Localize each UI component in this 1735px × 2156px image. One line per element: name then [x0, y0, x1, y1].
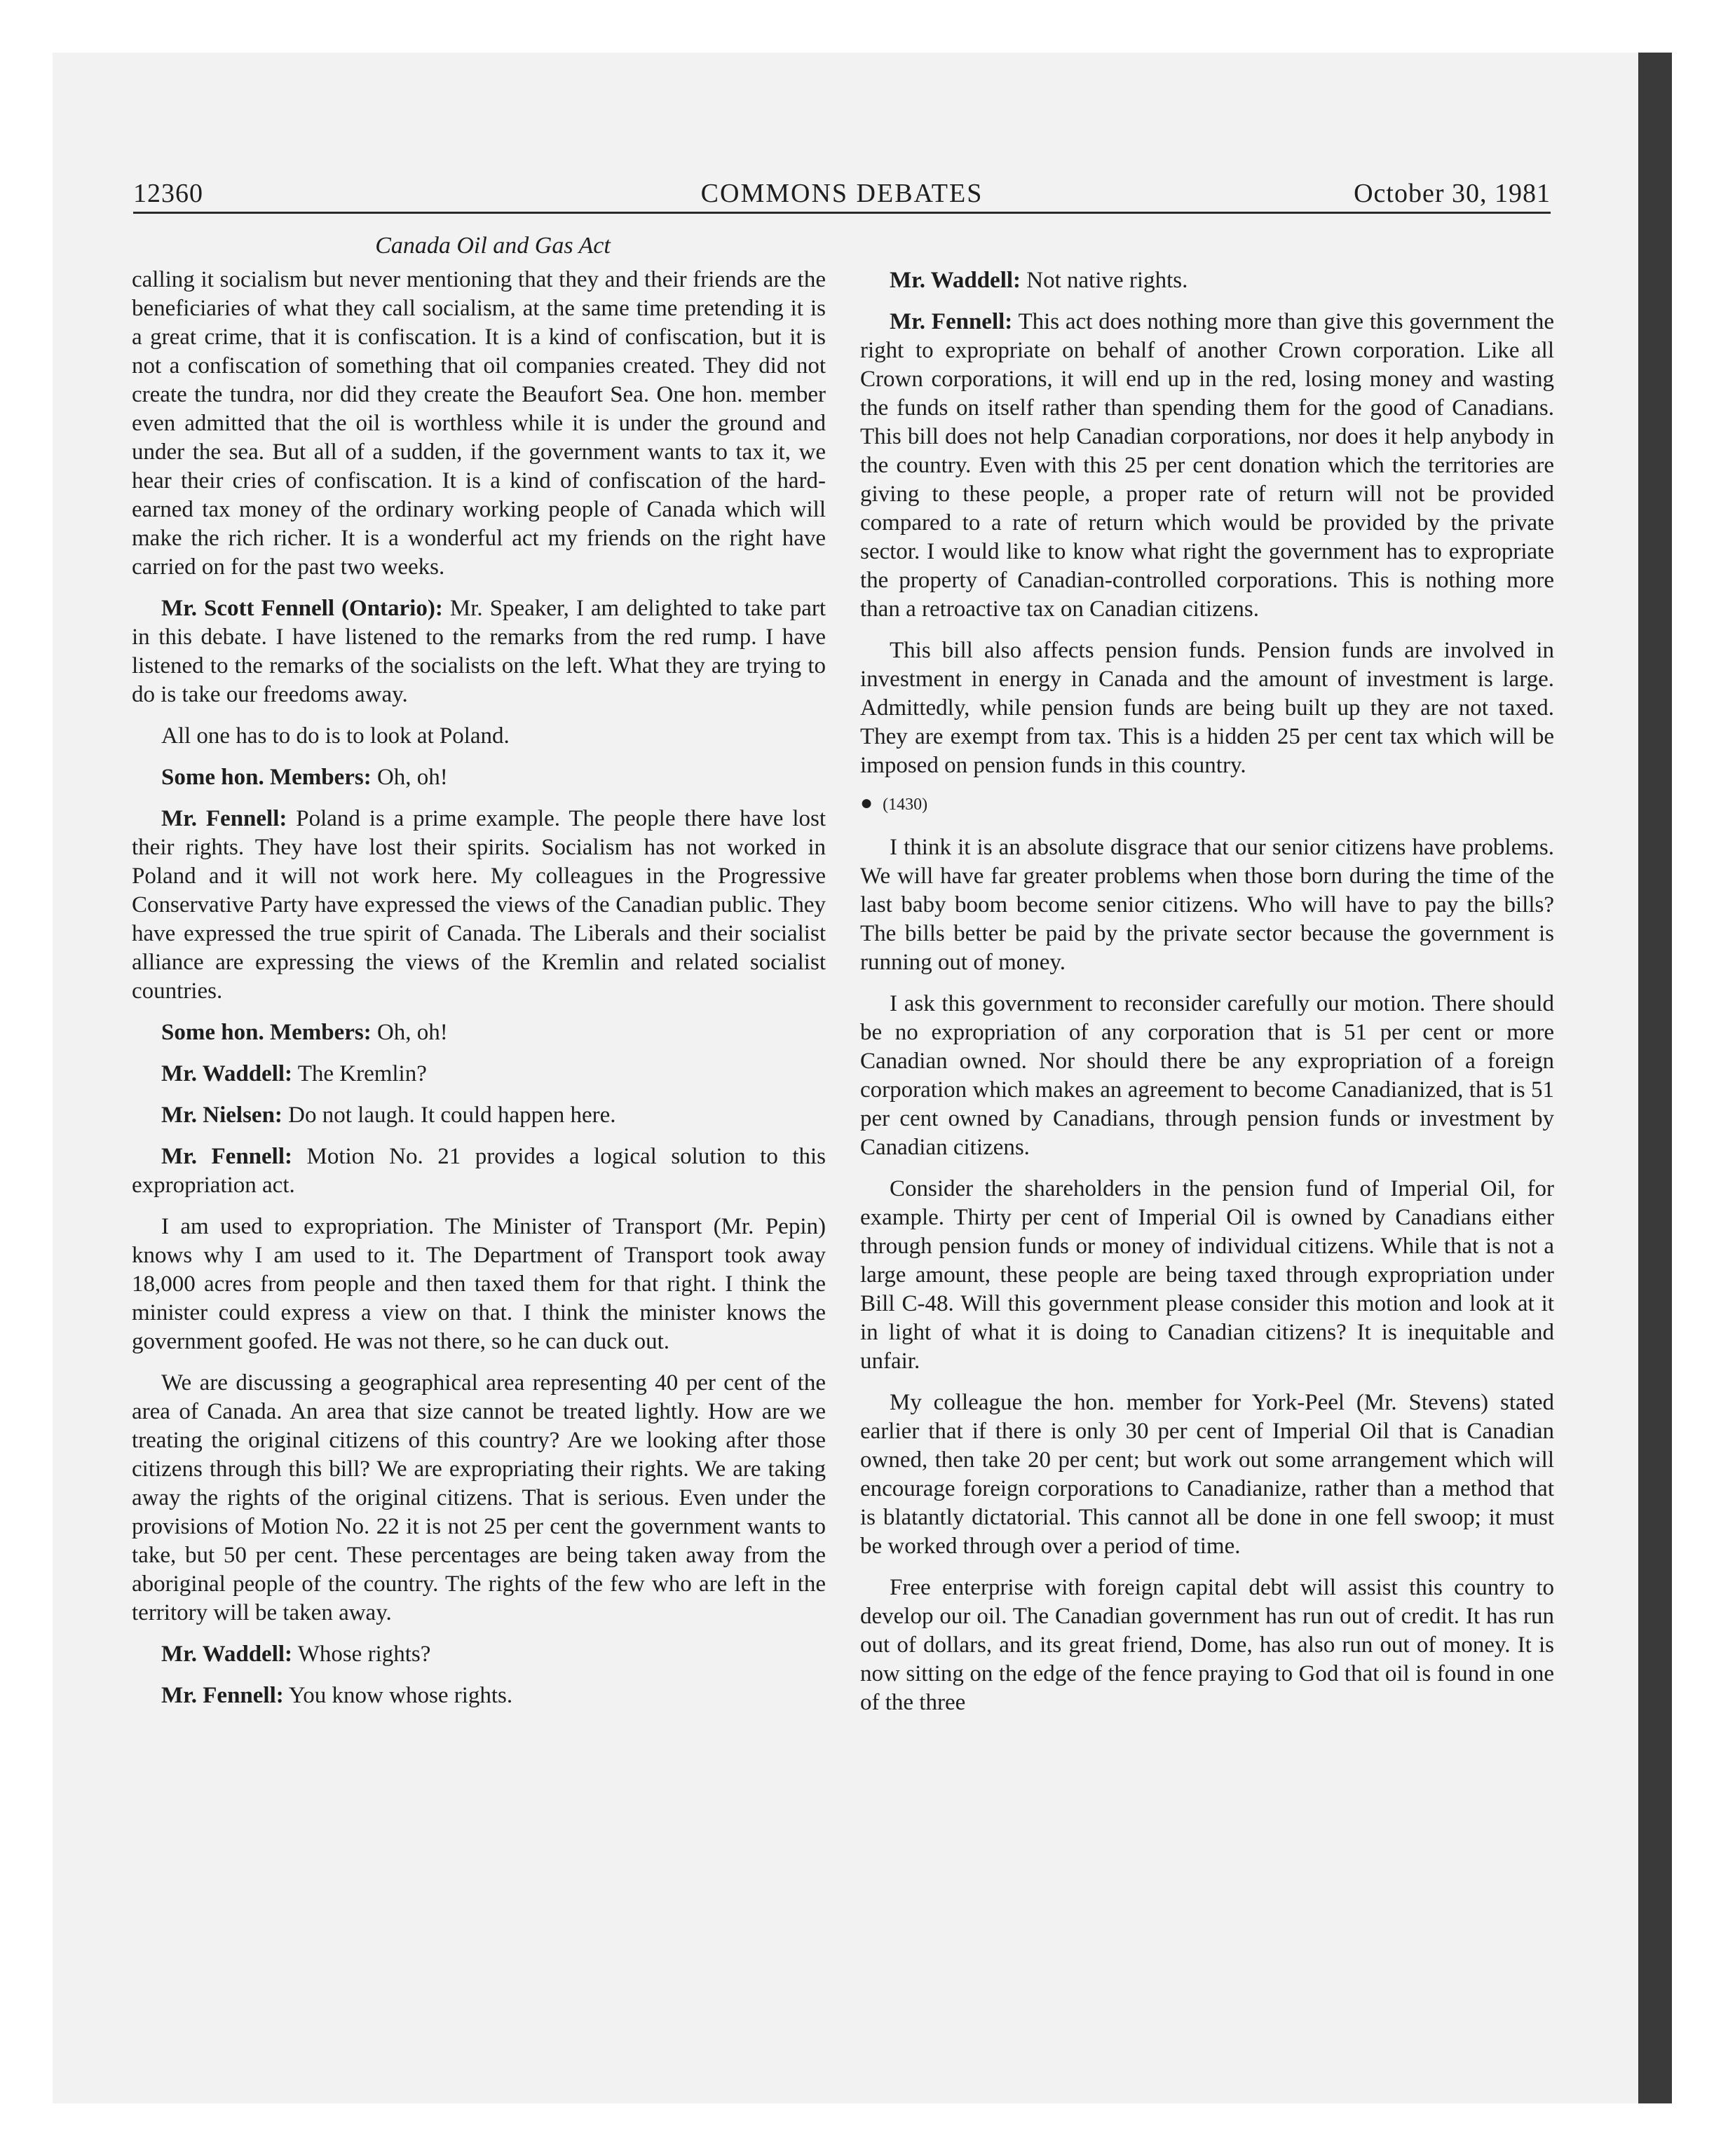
time-marker-label: (1430): [883, 796, 928, 814]
paragraph-text: We are discussing a geographical area representing 40 per cent of the area of Canada. An area that size cannot be treated lightly. How are we treating the original citizens of this country? Are we looking after those citizens through this bill? We are expropriating their rights. We are taking away the rights of the original citizens. That is serious. Even under the provisions of Motion No. 22 it is not 25 per cent the government wants to take, but 50 per cent. These percentages are being taken away from the aboriginal people of the country. The rights of the few who are left in the territory will be taken away.: [132, 1370, 826, 1625]
paragraph-text: Mr. Speaker, I am delighted to take part in this debate. I have listened to the remarks from the red rump. I have listened to the remarks of the socialists on the left. What they are trying to do is take our freedoms away.: [132, 596, 826, 707]
paragraph: [860, 1389, 1554, 1561]
paragraph: [132, 1369, 826, 1628]
left-column: [132, 231, 826, 1723]
paragraph-text: This bill also affects pension funds. Pension funds are involved in investment in energy in Canada and the amount of investment is large. Admittedly, while pension funds are being built up they are not taxed. They are exempt from tax. This is a hidden 25 per cent tax which will be imposed on pension funds in this country.: [860, 638, 1554, 778]
paragraph: [860, 636, 1554, 780]
right-column-body-top: [860, 266, 1554, 780]
paragraph: [132, 266, 826, 582]
paragraph-text: Oh, oh!: [376, 1020, 448, 1045]
paragraph: [860, 990, 1554, 1162]
paragraph: [860, 266, 1554, 295]
speaker-name: Mr. Fennell:: [161, 806, 287, 831]
paragraph: [132, 1142, 826, 1200]
paragraph: [132, 1640, 826, 1669]
paragraph-text: You know whose rights.: [288, 1683, 513, 1708]
speaker-name: Mr. Fennell:: [161, 1683, 284, 1708]
paragraph: [860, 1574, 1554, 1717]
paragraph-text: All one has to do is to look at Poland.: [161, 723, 510, 749]
page-date: October 30, 1981: [1354, 179, 1551, 208]
speaker-name: Mr. Waddell:: [161, 1061, 293, 1086]
page-header: [133, 175, 1551, 214]
scan-edge-band: [1638, 53, 1672, 2103]
speaker-name: Mr. Waddell:: [161, 1642, 293, 1667]
speaker-name: Some hon. Members:: [161, 765, 372, 790]
speaker-name: Mr. Waddell:: [890, 268, 1021, 293]
right-column-body-bottom: [860, 833, 1554, 1717]
paragraph-text: This act does nothing more than give this government the right to expropriate on behalf of another Crown corporation. Like all Crown corporations, it will end up in the red, losing money and wasting the funds on itself rather than spending them for the good of Canadians. This bill does not help Canadian corporations, nor does it help anybody in the country. Even with this 25 per cent donation which the territories are giving to these people, a proper rate of return will not be provided compared to a rate of return which would be provided by the private sector. I would like to know what right the government has to expropriate the property of Canadian-controlled corporations. This is nothing more than a retroactive tax on Canadian citizens.: [860, 309, 1554, 622]
paragraph-text: The Kremlin?: [297, 1061, 427, 1086]
paragraph: [132, 722, 826, 751]
paragraph: [860, 1175, 1554, 1376]
paragraph-text: Motion No. 21 provides a logical solution to this expropriation act.: [132, 1144, 826, 1198]
speaker-name: Mr. Fennell:: [890, 309, 1013, 334]
paragraph-text: Not native rights.: [1026, 268, 1188, 293]
right-column: [860, 266, 1554, 1730]
paragraph-text: Free enterprise with foreign capital debt will assist this country to develop our oil. The Canadian government has run out of credit. It has run out of dollars, and its great friend, Dome, has also run out of money. It is now sitting on the edge of the fence praying to God that oil is found in one of the three: [860, 1575, 1554, 1715]
speaker-name: Mr. Scott Fennell (Ontario):: [161, 596, 443, 621]
paragraph-text: I ask this government to reconsider carefully our motion. There should be no expropriation of any corporation that is 51 per cent or more Canadian owned. Nor should there be any expropriation of a foreign corporation which makes an agreement to become Canadianized, that is 51 per cent owned by Canadians, through pension funds or investment by Canadian citizens.: [860, 991, 1554, 1160]
paragraph-text: Poland is a prime example. The people there have lost their rights. They have lost their spirits. Socialism has not worked in Poland and it will not work here. My colleagues in the Progressive Conservative Party have expressed the views of the Canadian public. They have expressed the true spirit of Canada. The Liberals and their socialist alliance are expressing the views of the Kremlin and related socialist countries.: [132, 806, 826, 1004]
paragraph-text: Oh, oh!: [376, 765, 448, 790]
section-title: Canada Oil and Gas Act: [375, 233, 611, 259]
publication-title: COMMONS DEBATES: [700, 179, 984, 208]
paragraph: [132, 1213, 826, 1356]
left-column-body: [132, 266, 826, 1710]
paragraph-text: Whose rights?: [297, 1642, 431, 1667]
paragraph-text: I think it is an absolute disgrace that our senior citizens have problems. We will have far greater problems when those born during the time of the last baby boom become senior citizens. Who will have to pay the bills? The bills better be paid by the private sector because the government is running out of money.: [860, 835, 1554, 975]
time-marker: [860, 793, 1554, 815]
speaker-name: Mr. Nielsen:: [161, 1103, 283, 1128]
paragraph: [860, 833, 1554, 977]
speaker-name: Mr. Fennell:: [161, 1144, 292, 1169]
page-number: 12360: [133, 179, 203, 208]
paragraph: [132, 1018, 826, 1047]
bullet-icon: ●: [860, 791, 873, 814]
paragraph: [132, 1060, 826, 1089]
paragraph: [132, 1101, 826, 1130]
paragraph-text: calling it socialism but never mentioning that they and their friends are the beneficiaries of what they call socialism, at the same time pretending it is a great crime, that it is confiscation. It is a kind of confiscation, but it is not a confiscation of something that oil companies created. They did not create the tundra, nor did they create the Beaufort Sea. One hon. member even admitted that the oil is worthless while it is under the ground and under the sea. But all of a sudden, if the government wants to tax it, we hear their cries of confiscation. It is a kind of confiscation of the hard-earned tax money of the ordinary working people of Canada which will make the rich richer. It is a wonderful act my friends on the right have carried on for the past two weeks.: [132, 267, 826, 580]
paragraph: [132, 594, 826, 709]
paragraph: [132, 805, 826, 1006]
speaker-name: Some hon. Members:: [161, 1020, 372, 1045]
paragraph-text: I am used to expropriation. The Minister of Transport (Mr. Pepin) knows why I am used to it. The Department of Transport took away 18,000 acres from people and then taxed them for that right. I think the minister could express a view on that. I think the minister knows the government goofed. He was not there, so he can duck out.: [132, 1214, 826, 1354]
paragraph-text: My colleague the hon. member for York-Peel (Mr. Stevens) stated earlier that if there is only 30 per cent of Imperial Oil that is Canadian owned, then take 20 per cent; but work out some arrangement which will encourage foreign corporations to Canadianize, rather than a method that is blatantly dictatorial. This cannot all be done in one fell swoop; it must be worked through over a period of time.: [860, 1390, 1554, 1559]
paragraph: [132, 763, 826, 792]
paragraph: [132, 1681, 826, 1710]
paragraph-text: Consider the shareholders in the pension fund of Imperial Oil, for example. Thirty per cent of Imperial Oil is owned by Canadians either through pension funds or money of individual citizens. While that is not a large amount, these people are being taxed through expropriation under Bill C-48. Will this government please consider this motion and look at it in light of what it is doing to Canadian citizens? It is inequitable and unfair.: [860, 1176, 1554, 1374]
paragraph-text: Do not laugh. It could happen here.: [288, 1103, 616, 1128]
paragraph: [860, 308, 1554, 624]
